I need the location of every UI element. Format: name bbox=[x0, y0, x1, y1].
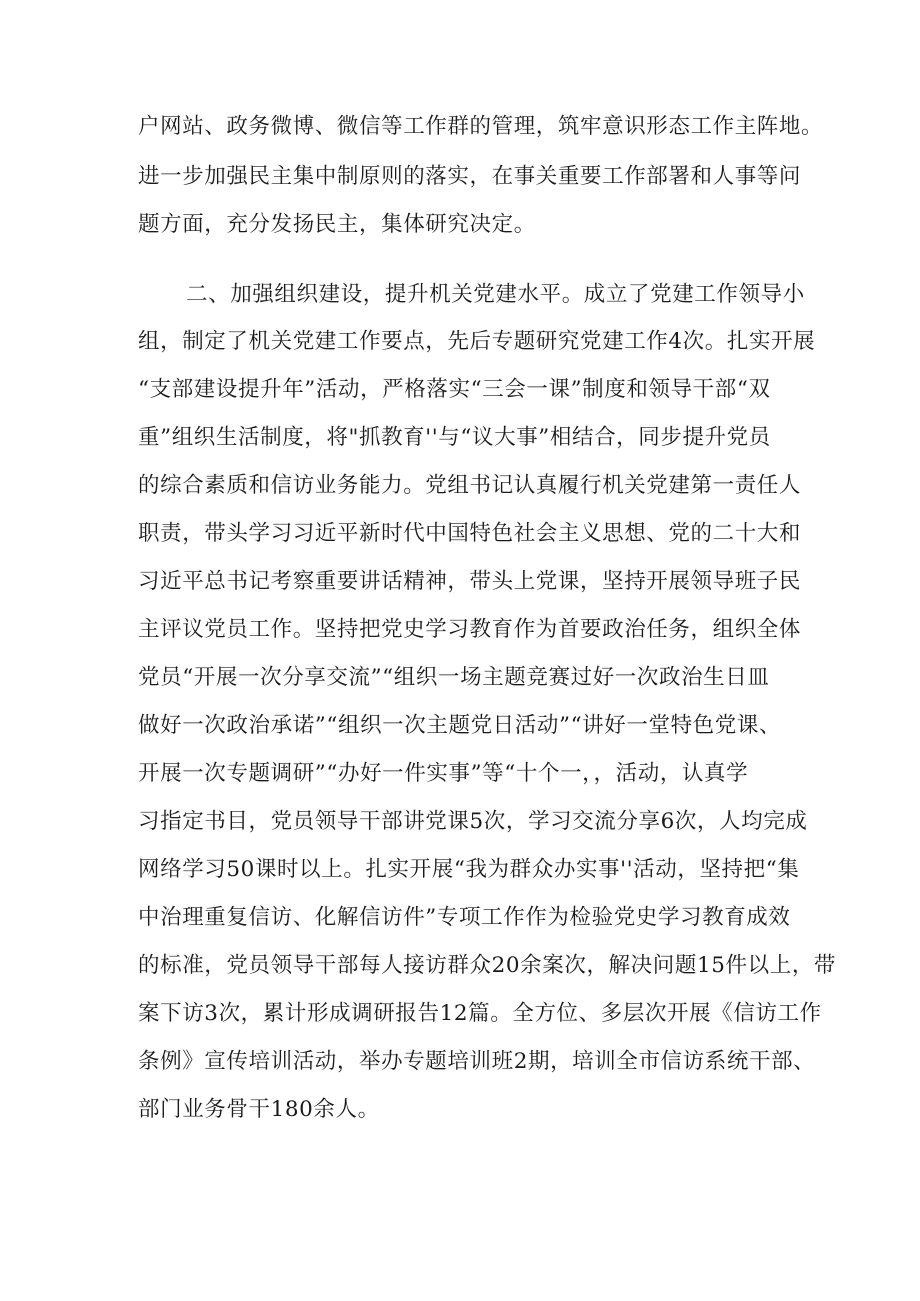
text-line: “支部建设提升年”活动，严格落实“三会一课”制度和领导干部“双 bbox=[138, 377, 771, 402]
text-line: 户网站、政务微博、微信等工作群的管理，筑牢意识形态工作主阵地。 bbox=[138, 114, 824, 139]
text-line: 部门业务骨干180余人。 bbox=[138, 1097, 380, 1122]
text-line: 进一步加强民主集中制原则的落实，在事关重要工作部署和人事等问 bbox=[138, 164, 802, 189]
text-line: 案下访3次，累计形成调研报告12篇。全方位、多层次开展《信访工作 bbox=[138, 1001, 822, 1026]
text-line: 题方面，充分发扬民主，集体研究决定。 bbox=[138, 212, 536, 237]
text-line: 开展一次专题调研”“办好一件实事”等“十个一，，活动，认真学 bbox=[138, 761, 749, 786]
text-line: 中治理重复信访、化解信访件”专项工作作为检验党史学习教育成效 bbox=[138, 905, 791, 930]
text-line: 组，制定了机关党建工作要点，先后专题研究党建工作4次。扎实开展 bbox=[138, 329, 816, 354]
text-line: 主评议党员工作。坚持把党史学习教育作为首要政治任务，组织全体 bbox=[138, 617, 802, 642]
text-line: 重”组织生活制度，将"抓教育''与“议大事”相结合，同步提升党员 bbox=[138, 425, 771, 450]
text-line: 做好一次政治承诺”“组织一次主题党日活动”“讲好一堂特色党课、 bbox=[138, 713, 782, 738]
text-line: 的标准，党员领导干部每人接访群众20余案次，解决问题15件以上，带 bbox=[138, 953, 837, 978]
text-line: 习指定书目，党员领导干部讲党课5次，学习交流分享6次，人均完成 bbox=[138, 809, 808, 834]
text-line: 职责，带头学习习近平新时代中国特色社会主义思想、党的二十大和 bbox=[138, 521, 802, 546]
text-line: 习近平总书记考察重要讲话精神，带头上党课，坚持开展领导班子民 bbox=[138, 569, 802, 594]
section-heading-line: 二、加强组织建设，提升机关党建水平。成立了党建工作领导小 bbox=[186, 282, 805, 307]
text-line: 网络学习50课时以上。扎实开展“我为群众办实事''活动，坚持把“集 bbox=[138, 857, 800, 882]
text-line: 条例》宣传培训活动，举办专题培训班2期，培训全市信访系统干部、 bbox=[138, 1049, 816, 1074]
text-line: 党员“开展一次分享交流”“组织一场主题竞赛过好一次政治生日皿 bbox=[138, 665, 770, 690]
text-line: 的综合素质和信访业务能力。党组书记认真履行机关党建第一责任人 bbox=[138, 473, 802, 498]
